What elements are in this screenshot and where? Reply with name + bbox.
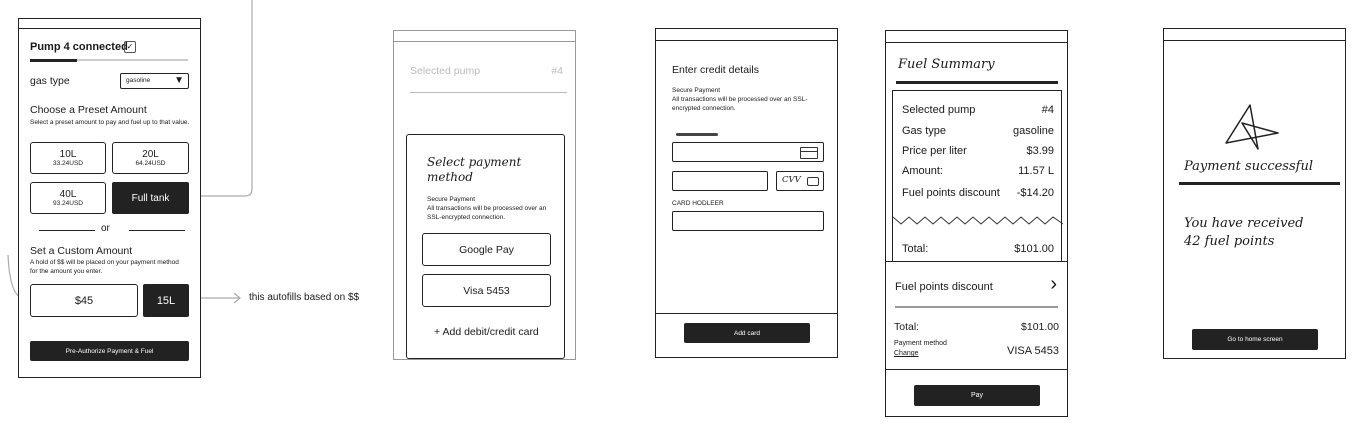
card-holder-label: CARD HODLEER [672, 200, 724, 207]
screen-credit-details [655, 28, 838, 358]
preset-amount: 40L [59, 189, 77, 200]
page-title: Pump 4 connected [30, 41, 128, 53]
field-label-placeholder [676, 133, 718, 136]
receipt-divider [886, 261, 1067, 262]
change-payment-link[interactable]: Change [894, 350, 919, 357]
selected-pump-label: Selected pump [410, 65, 481, 77]
progress-fill [30, 59, 77, 62]
receipt-row [893, 145, 1061, 157]
preauth-button[interactable]: Pre-Authorize Payment & Fuel [30, 341, 189, 361]
expiry-field[interactable] [672, 171, 768, 191]
chevron-right-icon[interactable]: › [1050, 273, 1057, 295]
receipt-label: Gas type [902, 125, 947, 137]
receipt-label: Price per liter [902, 145, 967, 157]
progress-track [30, 59, 188, 61]
success-title: Payment successful [1184, 159, 1313, 174]
custom-amount-input[interactable] [30, 284, 138, 317]
card-number-field[interactable] [672, 142, 824, 162]
add-card-button[interactable]: Add card [684, 323, 810, 343]
secure-description: All transactions will be processed over an SSL-encrypted connection. [672, 96, 808, 112]
custom-liters-field: 15L [143, 284, 189, 317]
page-title: Fuel Summary [898, 57, 995, 72]
receipt-card [892, 90, 1062, 261]
points-message: You have received 42 fuel points [1184, 216, 1304, 249]
header-divider [1164, 40, 1345, 41]
sheet-title: Select payment method [427, 155, 522, 184]
full-tank-button[interactable]: Full tank [112, 182, 189, 214]
fuel-discount-link[interactable]: Fuel points discount [895, 281, 993, 293]
add-card-link[interactable]: + Add debit/credit card [434, 326, 539, 338]
screen-fuel-summary [885, 30, 1068, 417]
visa-card-button[interactable]: Visa 5453 [422, 274, 551, 307]
receipt-value: -$14.20 [1016, 187, 1054, 199]
title-underline [1179, 182, 1340, 185]
receipt-label: Amount: [902, 165, 943, 177]
custom-heading: Set a Custom Amount [30, 245, 133, 257]
total-label: Total: [894, 321, 920, 333]
total-value: $101.00 [1021, 321, 1059, 333]
header-divider [886, 42, 1067, 43]
receipt-label: Selected pump [902, 104, 976, 116]
preset-description: Select a preset amount to pay and fuel up to that value. [30, 119, 190, 126]
gas-type-select[interactable] [120, 73, 189, 89]
cvv-label: CVV [782, 175, 801, 185]
payment-method-label: Payment method [894, 340, 947, 347]
preset-heading: Choose a Preset Amount [30, 104, 147, 116]
google-pay-button[interactable]: Google Pay [422, 233, 551, 266]
receipt-tear-edge [893, 213, 1063, 227]
gas-type-label: gas type [30, 75, 70, 87]
title-underline [896, 81, 1058, 84]
discount-divider [895, 306, 1058, 308]
preset-amount: 10L [59, 149, 77, 160]
preset-20l-button[interactable] [112, 142, 189, 174]
receipt-row [893, 187, 1061, 199]
preset-40l-button[interactable] [30, 182, 106, 214]
pump-divider [410, 92, 567, 93]
receipt-value: $3.99 [1026, 145, 1054, 157]
annotation-text: this autofills based on $$ [249, 292, 360, 303]
preset-10l-button[interactable] [30, 142, 106, 174]
receipt-total-row [893, 243, 1061, 255]
screen-select-payment [393, 30, 576, 360]
receipt-row [893, 104, 1061, 116]
receipt-label: Fuel points discount [902, 187, 1000, 199]
star-icon [1224, 103, 1280, 155]
secure-title: Secure Payment [427, 196, 476, 203]
payment-method-value: VISA 5453 [1007, 345, 1059, 357]
or-divider-right [129, 230, 185, 231]
pay-button[interactable]: Pay [914, 385, 1040, 406]
custom-amount-value: $45 [74, 294, 94, 307]
home-button[interactable]: Go to home screen [1192, 329, 1318, 350]
preset-price: 93.24USD [53, 200, 83, 207]
screen-pump-connected [18, 18, 201, 378]
footer-divider [656, 313, 837, 314]
credit-card-icon [800, 147, 818, 159]
receipt-value: #4 [1041, 104, 1054, 116]
secure-description: All transactions will be processed over an SSL-encrypted connection. [427, 205, 547, 221]
receipt-value: gasoline [1013, 125, 1054, 137]
receipt-total-label: Total: [902, 243, 929, 255]
preset-price: 33.24USD [53, 160, 83, 167]
check-icon: ✓ [124, 41, 136, 53]
cvv-field[interactable] [776, 171, 824, 191]
receipt-row [893, 165, 1061, 177]
gas-type-value: gasoline [126, 77, 151, 84]
receipt-value: 11.57 L [1018, 165, 1054, 177]
custom-description: A hold of $$ will be placed on your payment method for the amount you enter. [30, 259, 179, 275]
header-divider [394, 41, 575, 42]
card-holder-field[interactable] [672, 211, 824, 231]
card-back-icon [807, 177, 819, 186]
preset-price: 64.24USD [135, 160, 166, 167]
secure-title: Secure Payment [672, 87, 721, 94]
footer-divider [886, 369, 1067, 370]
or-label: or [101, 223, 110, 234]
page-title: Enter credit details [672, 64, 759, 76]
receipt-total-value: $101.00 [1014, 243, 1054, 255]
selected-pump-value: #4 [551, 65, 563, 77]
header-divider [656, 40, 837, 41]
screen-payment-success [1163, 28, 1346, 359]
or-divider-left [39, 230, 95, 231]
header-divider [19, 28, 200, 29]
chevron-down-icon: ▼ [174, 75, 184, 86]
total-row [886, 321, 1067, 333]
preset-amount: 20L [142, 149, 159, 160]
payment-sheet [406, 134, 565, 359]
receipt-row [893, 125, 1061, 137]
